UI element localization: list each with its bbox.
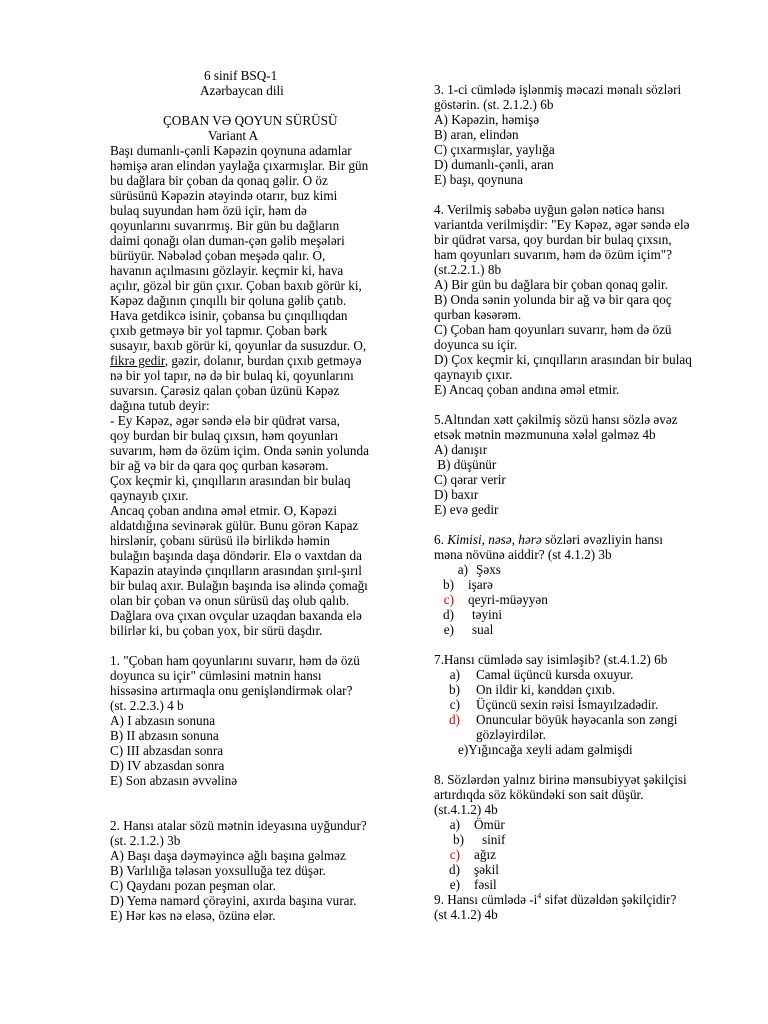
passage-line: açılır, gözəl bir gün çıxır. Çoban baxıb görür ki, [110,278,362,293]
passage-line: hirslənir, çobanı sürüsü ilə birlikdə həmin [110,533,330,548]
question-8 [434,772,734,892]
answer-option-marked[interactable]: c) ağız [434,847,734,862]
question-text: 5.Altından xətt çəkilmiş sözü hansı sözlə əvəz [434,412,678,427]
passage-line: Kapazin atayində çınqılların arasından şırıl-şırıl [110,563,362,578]
answer-option[interactable]: E) başı, qoynuna [434,172,523,187]
answer-option[interactable]: A) Kəpəzin, həmişə [434,112,540,127]
passage-line: bulağın başında daşa döndərir. Elə o vaxtdan da [110,548,362,563]
correct-marker: c) [449,847,460,862]
passage-line: susayır, baxıb görür ki, qoyunlar da susuzdur. O, [110,338,367,353]
question-text: variantda verilmişdir: "Ey Kəpəz, əgər səndə elə [434,217,690,232]
question-2 [110,818,408,923]
answer-option[interactable]: A) danışır [434,442,488,457]
answer-option[interactable]: C) Qaydanı pozan peşman olar. [110,878,276,893]
answer-option[interactable]: d) təyini [443,607,503,622]
story-title: ÇOBAN VƏ QOYUN SÜRÜSÜ [163,113,338,128]
left-column [110,68,408,923]
question-text: artırdıqda söz kökündəki son sait düşür. [434,787,644,802]
variant-label: Variant A [208,128,259,143]
passage-line: bulaq suyundan həm özü içir, həm də [110,203,307,218]
question-text: 7.Hansı cümlədə say isimləşib? (st.4.1.2) 6b [434,652,668,667]
passage-line: Başı dumanlı-çənli Kəpəzin qoynuna adamlar [110,143,352,158]
passage-line: havanın açılmasını gözləyir. keçmir ki, hava [110,263,344,278]
answer-option[interactable]: a) Camal üçüncü kursda oxuyur. [449,667,634,682]
answer-option[interactable]: B) Onda sənin yolunda bir ağ və bir qara qoç [434,292,672,307]
question-text: 2. Hansı atalar sözü mətnin ideyasına uyğundur? [110,818,367,833]
answer-option[interactable]: A) Bir gün bu dağlara bir çoban qonaq gəlir. [434,277,669,292]
question-text: hissəsinə artırmaqla onu genişləndirmək olar? [110,683,353,698]
answer-option[interactable]: D) IV abzasdan sonra [110,758,225,773]
answer-option[interactable]: A) Başı daşa dəyməyincə ağlı başına gəlməz [110,848,346,863]
correct-marker: d) [449,712,460,727]
answer-option[interactable]: D) dumanlı-çənli, aran [434,157,554,172]
answer-option[interactable]: E) Son abzasın əvvəlinə [110,773,238,788]
passage-line: nə bir yol tapır, nə də bir bulaq ki, qoyunlarını [110,368,354,383]
answer-option[interactable]: e) fəsil [449,877,497,892]
answer-option[interactable]: C) çıxarmışlar, yaylığa [434,142,555,157]
passage-line: qoyunlarını suvarırmış. Bir gün bu dağların [110,218,340,233]
correct-marker: c) [443,592,454,607]
answer-option[interactable]: B) II abzasın sonuna [110,728,219,743]
answer-option[interactable]: C) III abzasdan sonra [110,743,224,758]
answer-option[interactable]: b) sinif [453,832,506,847]
subject-label: Azərbaycan dili [200,83,284,98]
passage-line: bir ağ və bir də qara qoç qurban kəsərəm. [110,458,329,473]
answer-option[interactable]: E) Hər kəs nə eləsə, özünə elər. [110,908,276,923]
question-text: (st. 2.2.3.) 4 b [110,698,184,713]
passage-line: çıxıb getməyə bir yol tapmır. Çoban bərk [110,323,328,338]
answer-option[interactable]: e)Yığıncağa xeyli adam gəlmişdi [458,742,633,757]
question-4 [434,202,734,397]
question-5 [434,412,734,517]
question-text: 8. Sözlərdən yalnız birinə mənsubiyyət şəkilçisi [434,772,687,787]
underlined-phrase: fikrə gedir [110,353,165,368]
answer-option-cont: gözləyirdilər. [476,727,546,742]
question-9 [434,892,734,922]
passage-line: qaynayıb çıxır. [110,488,189,503]
question-text: (st.2.2.1.) 8b [434,262,502,277]
answer-option[interactable]: E) Ancaq çoban andına əməl etmir. [434,382,620,397]
answer-option-cont: qurban kəsərəm. [434,307,522,322]
question-text: 6. Kimisi, nəsə, hərə sözləri əvəzliyin hansı [434,532,663,547]
passage-line: bürüyür. Nəbələd çoban meşədə qalır. O, [110,248,326,263]
question-text: 3. 1-ci cümlədə işlənmiş məcazi mənalı sözləri [434,82,682,97]
answer-option-marked[interactable]: c) qeyri-müəyyən [434,592,734,607]
question-text: (st.4.1.2) 4b [434,802,498,817]
question-text: 9. Hansı cümlədə $-i^4$ sifət düzəldən şəkilçidir? [434,891,677,907]
passage-line: həmişə aran elindən yaylağa çıxarmışlar. Bir gün [110,158,369,173]
question-text: 1. "Çoban ham qoyunlarını suvarır, həm də özü [110,653,360,668]
question-text: doyunca su içir" cümləsini mətnin hansı [110,668,322,683]
answer-option-marked[interactable]: d) Onuncular böyük həyəcanla son zəngi [434,712,734,727]
answer-option[interactable]: d) şəkil [449,862,499,877]
answer-option[interactable]: B) düşünür [434,457,497,472]
passage-line: - Ey Kəpəz, əgər səndə elə bir qüdrət varsa, [110,413,340,428]
answer-option[interactable]: E) evə gedir [434,502,499,517]
question-text: 4. Verilmiş səbəbə uyğun gələn nəticə hansı [434,202,665,217]
passage-line: Dağlara ova çıxan ovçular uzaqdan baxanda elə [110,608,362,623]
passage-line: bir bulaq axır. Bulağın başında isə əlində çomağı [110,578,368,593]
answer-option[interactable]: A) I abzasın sonuna [110,713,216,728]
passage [110,143,408,638]
question-text: (st 4.1.2) 4b [434,907,498,922]
passage-line: olan bir çoban və onun sürüsü daş olub qalıb. [110,593,350,608]
passage-line: suvarsın. Çarəsiz qalan çoban üzünü Kəpəz [110,383,340,398]
question-text: (st. 2.1.2.) 3b [110,833,181,848]
answer-option-cont: doyunca su içir. [434,337,518,352]
answer-option[interactable]: b) işarə [443,577,493,592]
answer-option[interactable]: B) aran, elindən [434,127,519,142]
question-3 [434,82,734,187]
answer-option[interactable]: D) baxır [434,487,479,502]
grade-label: 6 sinif BSQ-1 [204,68,278,83]
answer-option[interactable]: b) On ildir ki, kənddən çıxıb. [449,682,616,697]
answer-option[interactable]: C) qərar verir [434,472,506,487]
answer-option[interactable]: B) Varlılığa tələsən yoxsulluğa tez düşər. [110,863,326,878]
question-7 [434,652,734,757]
passage-line: bu dağlara bir çoban da qonaq gəlir. O öz [110,173,328,188]
question-1 [110,653,408,788]
answer-option[interactable]: D) Çox keçmir ki, çınqılların arasından bir bulaq [434,352,692,367]
passage-line: sürüsünü Kəpəzin ətəyində otarır, buz kimi [110,188,338,203]
passage-line: qoy burdan bir bulaq çıxsın, həm qoyunları [110,428,339,443]
question-text: etsək mətnin məzmununa xələl gəlməz 4b [434,427,656,442]
answer-option[interactable]: e) sual [443,622,494,637]
passage-line: Hava getdikcə isinir, çobansa bu çınqıllıqdan [110,308,348,323]
answer-option[interactable]: C) Çoban ham qoyunları suvarır, həm də özü [434,322,672,337]
right-column [434,82,734,922]
passage-line: fikrə gedir, gəzir, dolanır, burdan çıxıb getməyə [110,353,362,368]
passage-line: daimi qonağı olan duman-çən gəlib meşələri [110,233,345,248]
answer-option-cont: qaynayıb çıxır. [434,367,513,382]
answer-option[interactable]: c) Üçüncü sexin rəisi İsmayılzadədir. [449,697,659,712]
answer-option[interactable]: D) Yemə namərd çörəyini, axırda başına vurar. [110,893,357,908]
question-text: məna növünə aiddir? (st 4.1.2) 3b [434,547,612,562]
passage-line: dağına tutub deyir: [110,398,210,413]
question-text: bir qüdrət varsa, qoy burdan bir bulaq çıxsın, [434,232,672,247]
answer-option[interactable]: a) Ömür [449,817,505,832]
italic-words: Kimisi, nəsə, hərə [447,532,542,547]
passage-line: Çox keçmir ki, çınqılların arasından bir bulaq [110,473,351,488]
question-text: göstərin. (st. 2.1.2.) 6b [434,97,554,112]
passage-line: bilirlər ki, bu çoban yox, bir sürü daşdır. [110,623,323,638]
answer-option[interactable]: a) Şəxs [457,562,501,577]
passage-line: Kəpəz dağının çınqıllı bir qoluna gəlib çatıb. [110,293,347,308]
passage-line: aldatdığına sevinərək gülür. Bunu görən Kapaz [110,518,359,533]
question-6 [434,532,734,637]
passage-line: Ancaq çoban andına əməl etmir. O, Kəpəzi [110,503,338,518]
question-text: ham qoyunları suvarım, həm də özüm içim"? [434,247,672,262]
passage-line: suvarım, həm də özüm içim. Onda sənin yolunda [110,443,369,458]
